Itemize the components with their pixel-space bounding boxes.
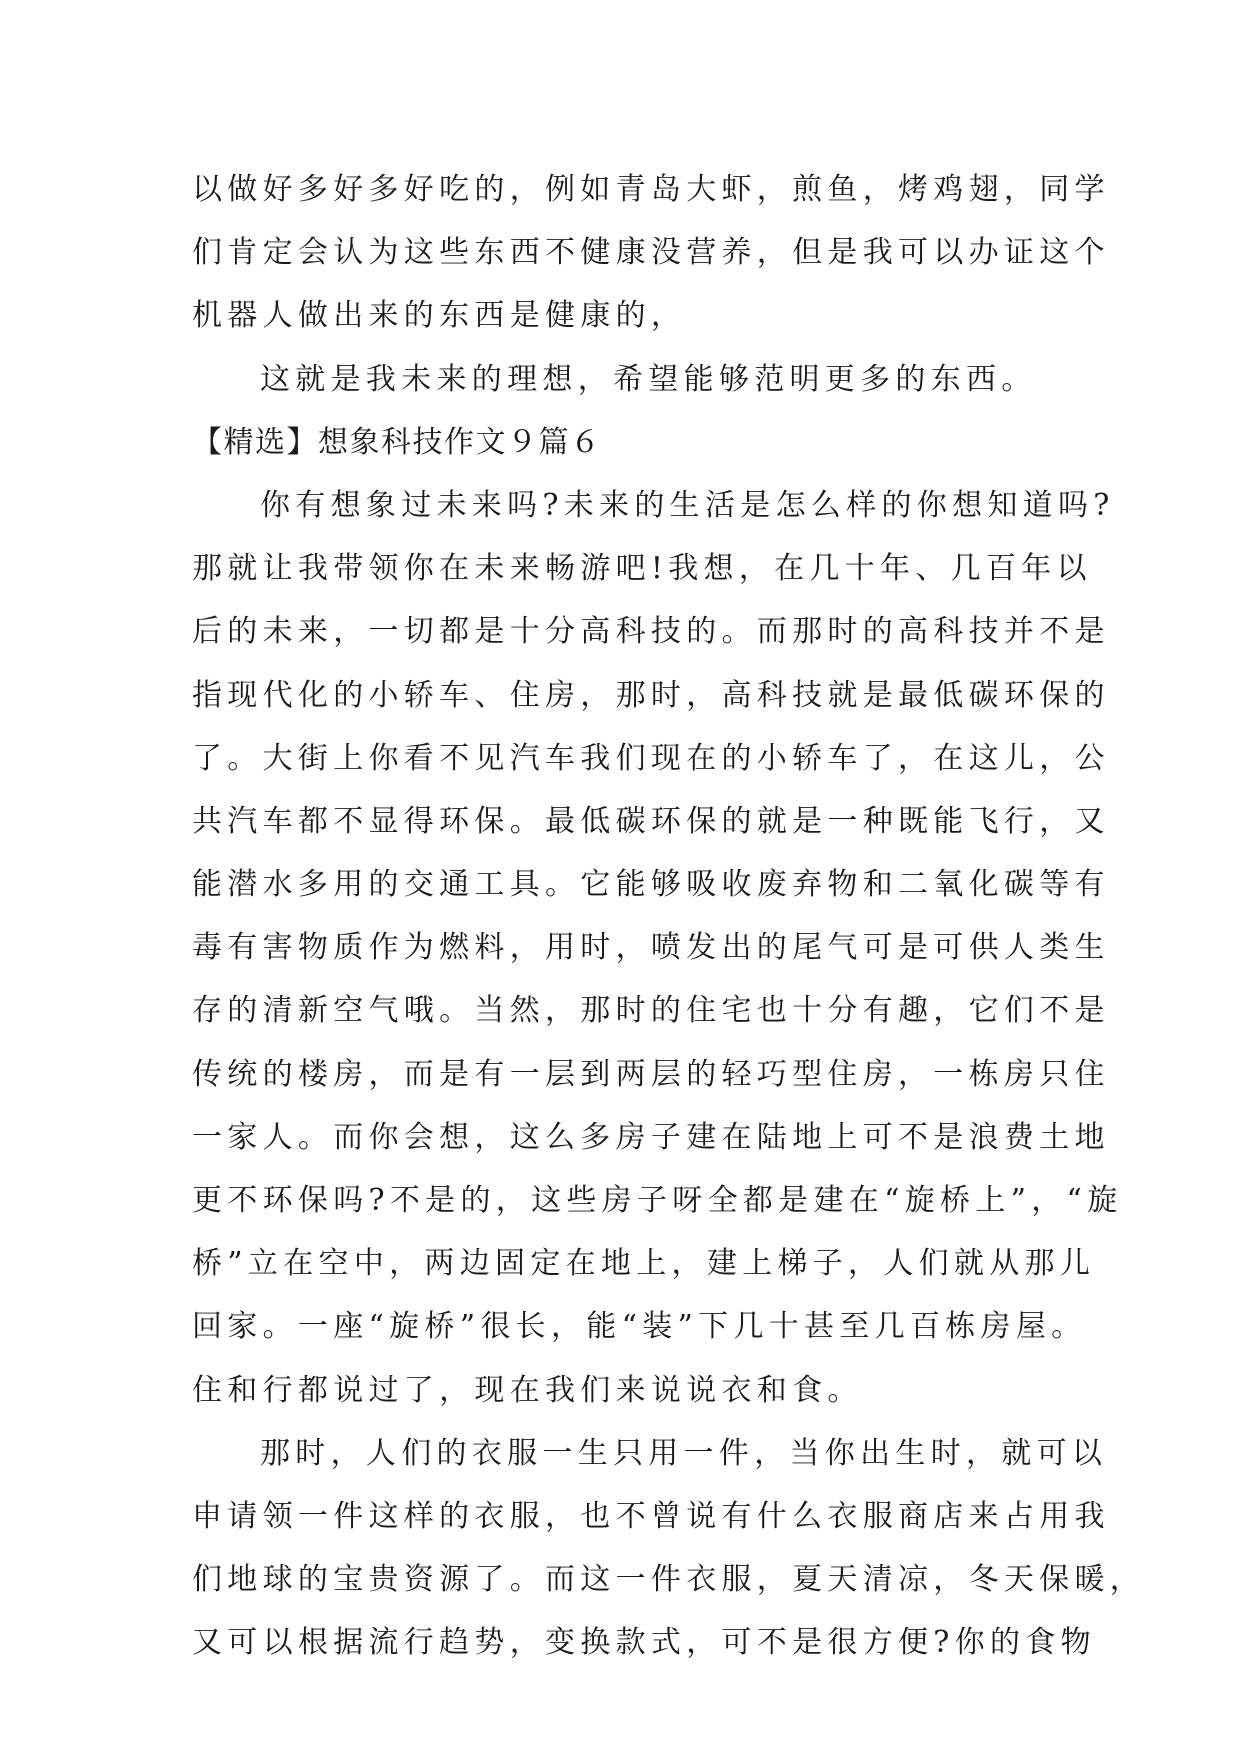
text-line: 机器人做出来的东西是健康的，: [192, 298, 687, 334]
text-line: 共汽车都不显得环保。最低碳环保的就是一种既能飞行，又: [192, 803, 1110, 839]
text-line: 回家。一座“旋桥”很长，能“装”下几十甚至几百栋房屋。: [192, 1309, 1087, 1345]
text-line: 存的清新空气哦。当然，那时的住宅也十分有趣，它们不是: [192, 993, 1110, 1029]
text-line: 们地球的宝贵资源了。而这一件衣服，夏天清凉，冬天保暖，: [192, 1562, 1146, 1598]
text-line: 毒有害物质作为燃料，用时，喷发出的尾气可是可供人类生: [192, 930, 1110, 966]
text-line: 桥”立在空中，两边固定在地上，建上梯子，人们就从那儿: [192, 1246, 1096, 1282]
text-line: 又可以根据流行趋势，变换款式，可不是很方便?你的食物: [192, 1625, 1096, 1661]
text-line: 一家人。而你会想，这么多房子建在陆地上可不是浪费土地: [192, 1119, 1110, 1155]
text-line: 申请领一件这样的衣服，也不曾说有什么衣服商店来占用我: [192, 1498, 1110, 1534]
text-line: 后的未来，一切都是十分高科技的。而那时的高科技并不是: [192, 614, 1110, 650]
text-line: 们肯定会认为这些东西不健康没营养，但是我可以办证这个: [192, 235, 1110, 271]
text-line: 指现代化的小轿车、住房，那时，高科技就是最低碳环保的: [192, 677, 1110, 713]
paragraph-first-line: 你有想象过未来吗?未来的生活是怎么样的你想知道吗?: [260, 487, 1115, 523]
text-line: 传统的楼房，而是有一层到两层的轻巧型住房，一栋房只住: [192, 1056, 1110, 1092]
paragraph-first-line: 那时，人们的衣服一生只用一件，当你出生时，就可以: [260, 1435, 1108, 1471]
text-line: 更不环保吗?不是的，这些房子呀全都是建在“旋桥上”，“旋: [192, 1183, 1123, 1218]
paragraph-first-line: 这就是我未来的理想，希望能够范明更多的东西。: [260, 361, 1037, 397]
text-line: 能潜水多用的交通工具。它能够吸收废弃物和二氧化碳等有: [192, 867, 1110, 903]
text-line: 以做好多好多好吃的，例如青岛大虾，煎鱼，烤鸡翅，同学: [192, 172, 1110, 207]
text-line: 了。大街上你看不见汽车我们现在的小轿车了，在这儿，公: [192, 740, 1110, 776]
text-line: 住和行都说过了，现在我们来说说衣和食。: [192, 1372, 863, 1408]
document-body: [192, 158, 1146, 1675]
section-heading: 【精选】想象科技作文９篇６: [192, 424, 602, 460]
text-line: 那就让我带领你在未来畅游吧!我想，在几十年、几百年以: [192, 551, 1092, 587]
